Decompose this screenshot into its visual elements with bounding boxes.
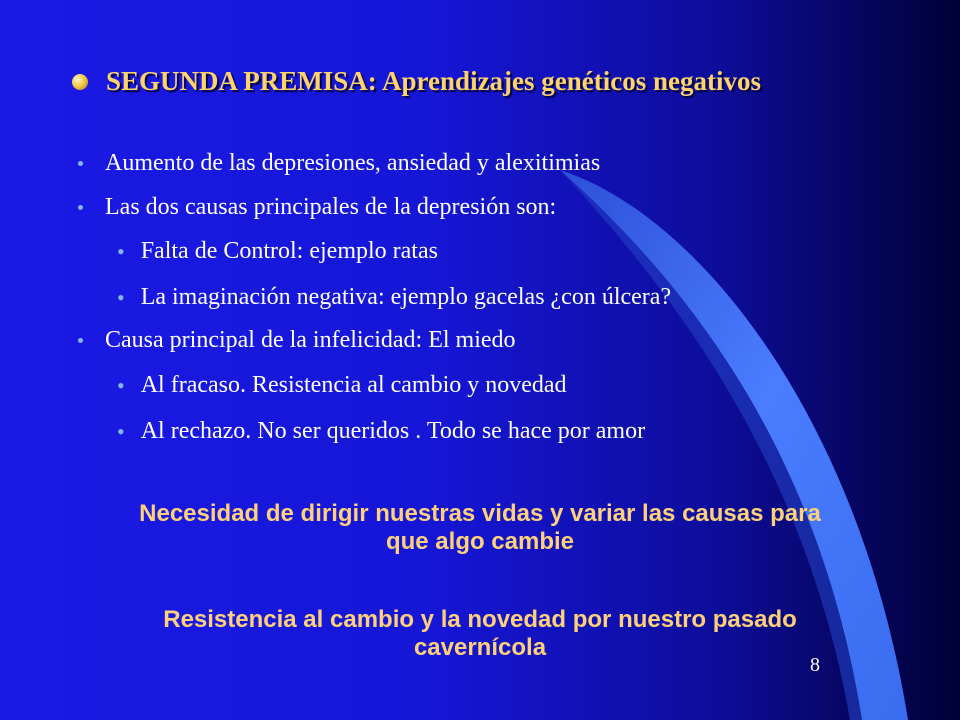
sub-list-item (117, 418, 645, 445)
bullet-dot-icon: • (117, 418, 125, 444)
bullet-dot-icon: • (117, 284, 125, 310)
page-number: 8 (810, 654, 820, 676)
bullet-dot-icon: • (117, 372, 125, 398)
list-item-text: Al rechazo. No ser queridos . Todo se hace por amor (140, 418, 646, 444)
list-item-text: Causa principal de la infelicidad: El miedo (105, 327, 516, 353)
list-item-text: Las dos causas principales de la depresión son: (105, 194, 557, 220)
list-item-text: Falta de Control: ejemplo ratas (140, 238, 438, 264)
conclusion-2 (40, 606, 920, 662)
sub-list-item (117, 238, 438, 265)
conclusion-1 (40, 500, 920, 556)
slide-title: SEGUNDA PREMISA: Aprendizajes genéticos negativos (106, 66, 762, 96)
bullet-dot-icon: • (117, 238, 125, 264)
bullet-dot-icon (78, 161, 83, 166)
bullet-dot-icon (78, 338, 83, 343)
sub-list-item (117, 372, 567, 399)
conclusion-1-line-2: que algo cambie (385, 528, 575, 555)
list-item-text: Aumento de las depresiones, ansiedad y alexitimias (105, 150, 601, 176)
bullet-dot-icon (78, 205, 83, 210)
conclusion-2-line-2: cavernícola (413, 634, 547, 661)
list-item (78, 327, 516, 354)
list-item-text: La imaginación negativa: ejemplo gacelas ¿con úlcera? (140, 284, 672, 310)
list-item-text: Al fracaso. Resistencia al cambio y novedad (140, 372, 567, 398)
conclusion-1-line-1: Necesidad de dirigir nuestras vidas y variar las causas para (139, 500, 821, 527)
list-item (78, 150, 600, 177)
conclusion-2-line-1: Resistencia al cambio y la novedad por nuestro pasado (163, 606, 797, 633)
sub-list-item (117, 284, 671, 311)
list-item (78, 194, 556, 221)
